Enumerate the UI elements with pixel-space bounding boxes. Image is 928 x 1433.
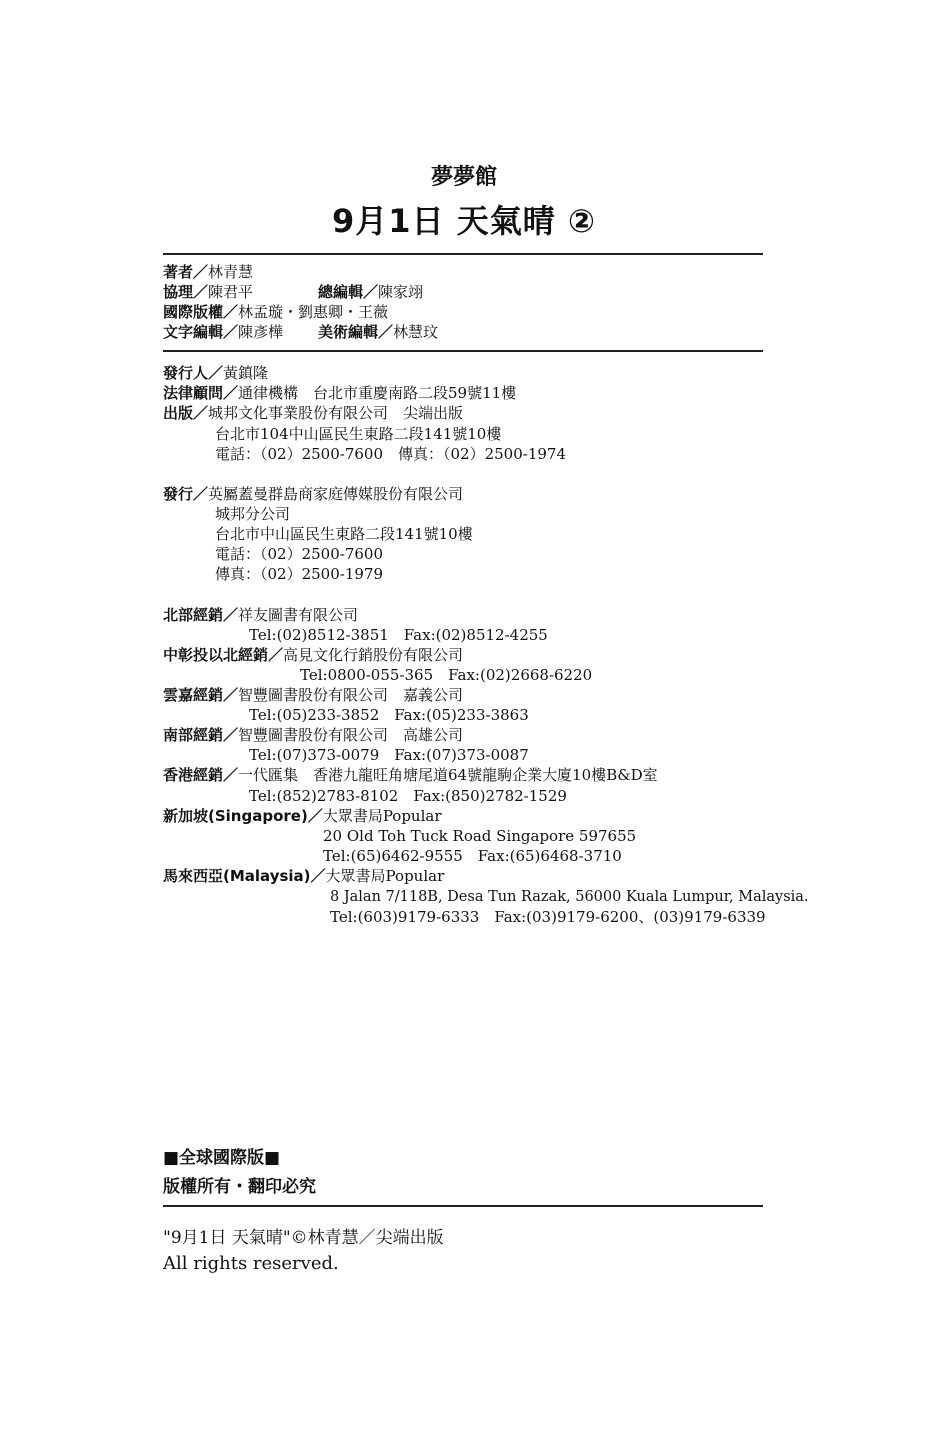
edition-label: ■全球國際版■: [163, 1148, 281, 1168]
south-contact: Tel:(07)373-0079 Fax:(07)373-0087: [249, 746, 529, 764]
all-rights-reserved: All rights reserved.: [163, 1253, 339, 1274]
copyright-line: "9月1日 天氣晴"©林青慧／尖端出版: [163, 1228, 444, 1248]
yunjia-label: 雲嘉經銷／: [163, 686, 239, 704]
divider-middle: [163, 350, 763, 352]
north-label: 北部經銷／: [163, 606, 239, 624]
distribution-address: 台北市中山區民生東路二段141號10樓: [215, 525, 473, 543]
divider-top: [163, 253, 763, 255]
sg-label: 新加坡(Singapore)／: [163, 807, 323, 825]
sg-company: 大眾書局Popular: [322, 807, 442, 825]
assist-name: 陳君平: [208, 283, 254, 301]
author-name: 林青慧: [208, 263, 254, 281]
hk-company: 一代匯集 香港九龍旺角塘尾道64號龍駒企業大廈10樓B&D室: [238, 766, 658, 784]
rights-notice: 版權所有・翻印必究: [163, 1177, 316, 1197]
publisher-legal: [163, 383, 516, 403]
credit-chief-editor: [318, 282, 423, 302]
intl-rights-names: 林孟璇・劉惠卿・王薇: [238, 303, 389, 321]
credit-intl-rights: [163, 302, 388, 322]
my-address: 8 Jalan 7/118B, Desa Tun Razak, 56000 Kuala Lumpur, Malaysia.: [330, 889, 809, 905]
legal-label: 法律顧問／: [163, 384, 239, 402]
distribution-phone: 電話：（02）2500-7600: [215, 545, 384, 563]
north-company: 祥友圖書有限公司: [238, 606, 359, 624]
dealer-central: [163, 645, 463, 665]
publish-phone: 電話：（02）2500-7600 傳真：（02）2500-1974: [215, 445, 567, 463]
credit-art-editor: [318, 322, 438, 342]
credit-author: [163, 262, 253, 282]
dealer-north: [163, 605, 358, 625]
divider-bottom: [163, 1205, 763, 1207]
art-editor-name: 林慧玟: [393, 323, 439, 341]
author-label: 著者／: [163, 263, 209, 281]
dealer-hk: [163, 765, 658, 785]
my-label: 馬來西亞(Malaysia)／: [163, 867, 326, 885]
credit-assist: [163, 282, 253, 302]
sg-address: 20 Old Toh Tuck Road Singapore 597655: [323, 827, 637, 845]
credit-text-editor: [163, 322, 283, 342]
south-company: 智豐圖書股份有限公司 高雄公司: [238, 726, 464, 744]
distribution-issuer: [163, 484, 463, 504]
dealer-south: [163, 725, 463, 745]
publisher-issuer: [163, 363, 268, 383]
north-contact: Tel:(02)8512-3851 Fax:(02)8512-4255: [249, 626, 548, 644]
distribution-fax: 傳真：（02）2500-1979: [215, 565, 384, 583]
central-contact: Tel:0800-055-365 Fax:(02)2668-6220: [300, 666, 593, 684]
dealer-sg: [163, 806, 442, 826]
distribution-company: 英屬蓋曼群島商家庭傳媒股份有限公司: [208, 485, 464, 503]
distribution-branch: 城邦分公司: [215, 505, 291, 523]
issuer-name: 黃鎮隆: [223, 364, 269, 382]
south-label: 南部經銷／: [163, 726, 239, 744]
yunjia-contact: Tel:(05)233-3852 Fax:(05)233-3863: [249, 706, 529, 724]
chief-editor-label: 總編輯／: [318, 283, 379, 301]
series-name: 夢夢館: [430, 165, 497, 190]
dealer-my: [163, 866, 444, 886]
hk-label: 香港經銷／: [163, 766, 239, 784]
publish-address: 台北市104中山區民生東路二段141號10樓: [215, 425, 502, 443]
text-editor-label: 文字編輯／: [163, 323, 239, 341]
assist-label: 協理／: [163, 283, 209, 301]
intl-rights-label: 國際版權／: [163, 303, 239, 321]
legal-text: 通律機構 台北市重慶南路二段59號11樓: [238, 384, 517, 402]
chief-editor-name: 陳家翊: [378, 283, 424, 301]
distribution-label: 發行／: [163, 485, 209, 503]
central-company: 高見文化行銷股份有限公司: [283, 646, 464, 664]
publish-label: 出版／: [163, 404, 209, 422]
my-company: 大眾書局Popular: [325, 867, 445, 885]
my-contact: Tel:(603)9179-6333 Fax:(03)9179-6200、(03)9179-6339: [330, 908, 766, 926]
art-editor-label: 美術編輯／: [318, 323, 394, 341]
publisher-publish: [163, 403, 463, 423]
hk-contact: Tel:(852)2783-8102 Fax:(850)2782-1529: [249, 787, 567, 805]
text-editor-name: 陳彥樺: [238, 323, 284, 341]
page-title: 9月1日 天氣晴 ②: [332, 202, 596, 240]
central-label: 中彰投以北經銷／: [163, 646, 284, 664]
dealer-yunjia: [163, 685, 463, 705]
yunjia-company: 智豐圖書股份有限公司 嘉義公司: [238, 686, 464, 704]
sg-contact: Tel:(65)6462-9555 Fax:(65)6468-3710: [323, 847, 622, 865]
issuer-label: 發行人／: [163, 364, 224, 382]
publish-company: 城邦文化事業股份有限公司 尖端出版: [208, 404, 464, 422]
